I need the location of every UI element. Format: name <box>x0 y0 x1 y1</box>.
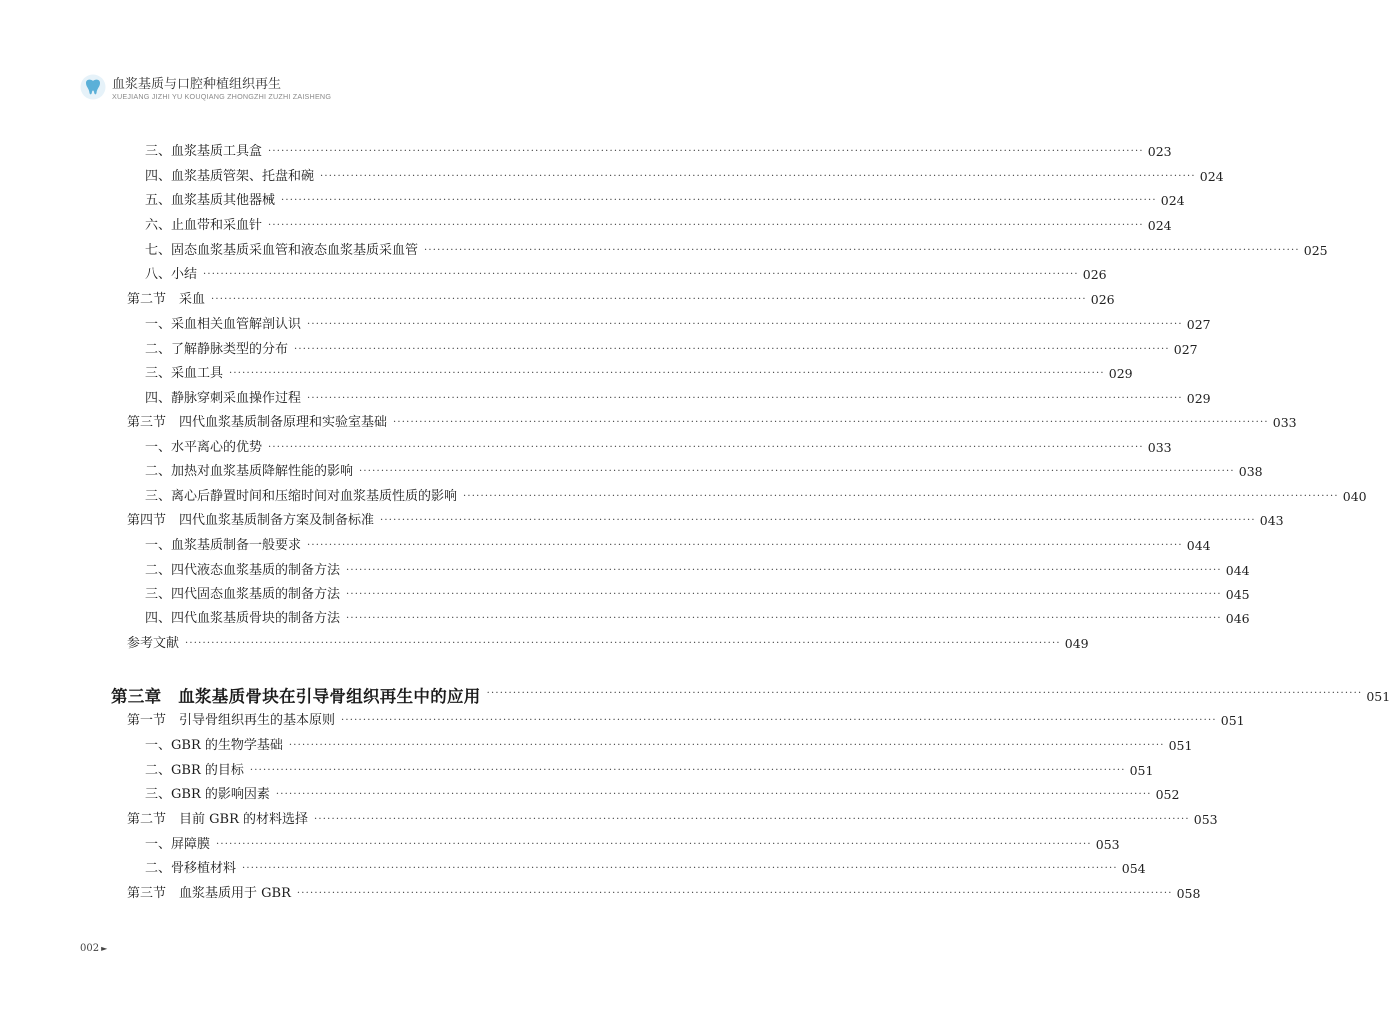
toc-leader-dots: ········································································································································································································ <box>216 839 1092 850</box>
toc-page-number: 046 <box>1225 611 1250 626</box>
toc-page-number: 025 <box>1303 243 1328 258</box>
toc-page-number: 044 <box>1225 563 1250 578</box>
toc-subsection-entry <box>145 859 1146 879</box>
toc-page-number: 053 <box>1095 837 1120 852</box>
toc-page-number: 024 <box>1160 193 1185 208</box>
toc-subsection-entry <box>145 241 1328 261</box>
toc-page-number: 058 <box>1176 886 1201 901</box>
toc-subsection-entry <box>145 487 1367 507</box>
toc-entry-title: 六、止血带和采血针 <box>145 218 263 233</box>
toc-leader-dots: ········································································································································································································ <box>229 368 1105 379</box>
toc-leader-dots: ········································································································································································································ <box>288 740 1165 751</box>
toc-page-number: 024 <box>1147 218 1172 233</box>
toc-page-number: 033 <box>1272 415 1297 430</box>
toc-page-number: 027 <box>1186 317 1211 332</box>
toc-leader-dots: ········································································································································································································ <box>346 613 1222 624</box>
toc-page-number: 023 <box>1147 144 1172 159</box>
book-title: 血浆基质与口腔种植组织再生 <box>112 77 282 92</box>
toc-entry-title: 三、GBR 的影响因素 <box>145 787 270 802</box>
toc-entry-title: 第四节 四代血浆基质制备方案及制备标准 <box>127 513 375 528</box>
toc-subsection-entry <box>145 835 1120 855</box>
toc-leader-dots: ········································································································································································································ <box>346 589 1222 600</box>
toc-entry-title: 二、加热对血浆基质降解性能的影响 <box>145 464 354 479</box>
toc-leader-dots: ········································································································································································································ <box>307 393 1183 404</box>
toc-page-number: 027 <box>1173 342 1198 357</box>
toc-entry-title: 一、采血相关血管解剖认识 <box>145 317 302 332</box>
toc-page-number: 033 <box>1147 440 1172 455</box>
toc-entry-title: 一、血浆基质制备一般要求 <box>145 538 302 553</box>
toc-leader-dots: ········································································································································································································ <box>320 171 1196 182</box>
toc-leader-dots: ········································································································································································································ <box>424 245 1300 256</box>
toc-leader-dots: ········································································································································································································ <box>341 715 1217 726</box>
toc-subsection-entry <box>145 609 1250 629</box>
toc-leader-dots: ········································································································································································································ <box>346 565 1222 576</box>
toc-entry-title: 第三节 血浆基质用于 GBR <box>127 886 291 901</box>
toc-page-number: 054 <box>1121 861 1146 876</box>
toc-leader-dots: ········································································································································································································ <box>380 515 1256 526</box>
toc-page-number: 051 <box>1366 689 1390 704</box>
toc-subsection-entry <box>145 389 1211 409</box>
toc-subsection-entry <box>145 736 1193 756</box>
toc-subsection-entry <box>145 761 1154 781</box>
toc-entry-title: 三、采血工具 <box>145 366 224 381</box>
toc-entry-title: 二、了解静脉类型的分布 <box>145 342 289 357</box>
toc-subsection-entry <box>145 536 1211 556</box>
toc-entry-title: 三、离心后静置时间和压缩时间对血浆基质性质的影响 <box>145 489 458 504</box>
toc-entry-title: 一、水平离心的优势 <box>145 440 263 455</box>
toc-leader-dots: ········································································································································································································ <box>296 888 1173 899</box>
toc-leader-dots: ········································································································································································································ <box>307 319 1183 330</box>
toc-subsection-entry <box>145 585 1250 605</box>
toc-subsection-entry <box>145 561 1250 581</box>
toc-entry-title: 第二节 目前 GBR 的材料选择 <box>127 812 308 827</box>
page-footer <box>80 943 107 954</box>
toc-entry-title: 第二节 采血 <box>127 292 206 307</box>
toc-entry-title: 二、骨移植材料 <box>145 861 237 876</box>
toc-subsection-entry <box>145 191 1185 211</box>
toc-leader-dots: ········································································································································································································ <box>185 638 1061 649</box>
toc-subsection-entry <box>145 462 1263 482</box>
toc-subsection-entry <box>145 438 1172 458</box>
toc-page-number: 049 <box>1064 636 1089 651</box>
toc-page-number: 040 <box>1342 489 1367 504</box>
toc-section-entry <box>127 634 1089 654</box>
toc-page-number: 051 <box>1129 763 1154 778</box>
toc-subsection-entry <box>145 364 1133 384</box>
toc-leader-dots: ········································································································································································································ <box>463 491 1339 502</box>
toc-page-number: 029 <box>1186 391 1211 406</box>
toc-section-entry <box>127 884 1201 904</box>
toc-section-entry <box>127 290 1115 310</box>
toc-entry-title: 八、小结 <box>145 267 198 282</box>
toc-entry-title: 一、屏障膜 <box>145 837 211 852</box>
toc-leader-dots: ········································································································································································································ <box>281 195 1157 206</box>
toc-leader-dots: ········································································································································································································ <box>268 220 1144 231</box>
toc-page-number: 029 <box>1108 366 1133 381</box>
toc-entry-title: 三、四代固态血浆基质的制备方法 <box>145 587 341 602</box>
toc-leader-dots: ········································································································································································································ <box>307 540 1183 551</box>
toc-leader-dots: ········································································································································································································ <box>314 814 1190 825</box>
toc-chapter-entry <box>111 681 1390 707</box>
toc-page-number: 024 <box>1199 169 1224 184</box>
toc-entry-title: 四、四代血浆基质骨块的制备方法 <box>145 611 341 626</box>
toc-leader-dots: ········································································································································································································ <box>242 863 1118 874</box>
toc-subsection-entry <box>145 315 1211 335</box>
toc-entry-title: 参考文献 <box>127 636 180 651</box>
toc-leader-dots: ········································································································································································································ <box>486 688 1363 699</box>
toc-section-entry <box>127 511 1284 531</box>
toc-entry-title: 第三节 四代血浆基质制备原理和实验室基础 <box>127 415 388 430</box>
toc-section-entry <box>127 810 1218 830</box>
toc-subsection-entry <box>145 142 1172 162</box>
page-number: 002 <box>80 943 100 954</box>
toc-leader-dots: ········································································································································································································ <box>294 344 1170 355</box>
toc-page-number: 045 <box>1225 587 1250 602</box>
right-triangle-icon: ► <box>101 944 108 953</box>
toc-leader-dots: ········································································································································································································ <box>359 466 1235 477</box>
toc-leader-dots: ········································································································································································································ <box>393 417 1269 428</box>
toc-entry-title: 四、血浆基质管架、托盘和碗 <box>145 169 315 184</box>
toc-page-number: 044 <box>1186 538 1211 553</box>
toc-section-entry <box>127 413 1297 433</box>
toc-subsection-entry <box>145 216 1172 236</box>
toc-entry-title: 七、固态血浆基质采血管和液态血浆基质采血管 <box>145 243 419 258</box>
toc-leader-dots: ········································································································································································································ <box>203 269 1079 280</box>
toc-leader-dots: ········································································································································································································ <box>249 765 1126 776</box>
toc-entry-title: 四、静脉穿刺采血操作过程 <box>145 391 302 406</box>
toc-subsection-entry <box>145 785 1180 805</box>
toc-page-number: 051 <box>1168 738 1193 753</box>
toc-leader-dots: ········································································································································································································ <box>211 294 1087 305</box>
toc-page-number: 053 <box>1193 812 1218 827</box>
toc-subsection-entry <box>145 265 1107 285</box>
toc-entry-title: 第一节 引导骨组织再生的基本原则 <box>127 713 336 728</box>
toc-leader-dots: ········································································································································································································ <box>268 442 1144 453</box>
toc-section-entry <box>127 711 1245 731</box>
toc-page-number: 026 <box>1090 292 1115 307</box>
toc-page-number: 043 <box>1259 513 1284 528</box>
toc-subsection-entry <box>145 340 1198 360</box>
book-title-pinyin: XUEJIANG JIZHI YU KOUQIANG ZHONGZHI ZUZHI ZAISHENG <box>112 92 332 101</box>
toc-page-number: 052 <box>1155 787 1180 802</box>
toc-leader-dots: ········································································································································································································ <box>275 789 1152 800</box>
toc-page-number: 026 <box>1082 267 1107 282</box>
toc-entry-title: 二、GBR 的目标 <box>145 763 244 778</box>
toc-page-number: 038 <box>1238 464 1263 479</box>
toc-subsection-entry <box>145 167 1224 187</box>
toc-entry-title: 二、四代液态血浆基质的制备方法 <box>145 563 341 578</box>
toc-entry-title: 五、血浆基质其他器械 <box>145 193 276 208</box>
toc-page-number: 051 <box>1220 713 1245 728</box>
toc-entry-title: 第三章 血浆基质骨块在引导骨组织再生中的应用 <box>111 687 481 706</box>
toc-entry-title: 一、GBR 的生物学基础 <box>145 738 283 753</box>
toc-leader-dots: ········································································································································································································ <box>268 146 1144 157</box>
toc-entry-title: 三、血浆基质工具盒 <box>145 144 263 159</box>
